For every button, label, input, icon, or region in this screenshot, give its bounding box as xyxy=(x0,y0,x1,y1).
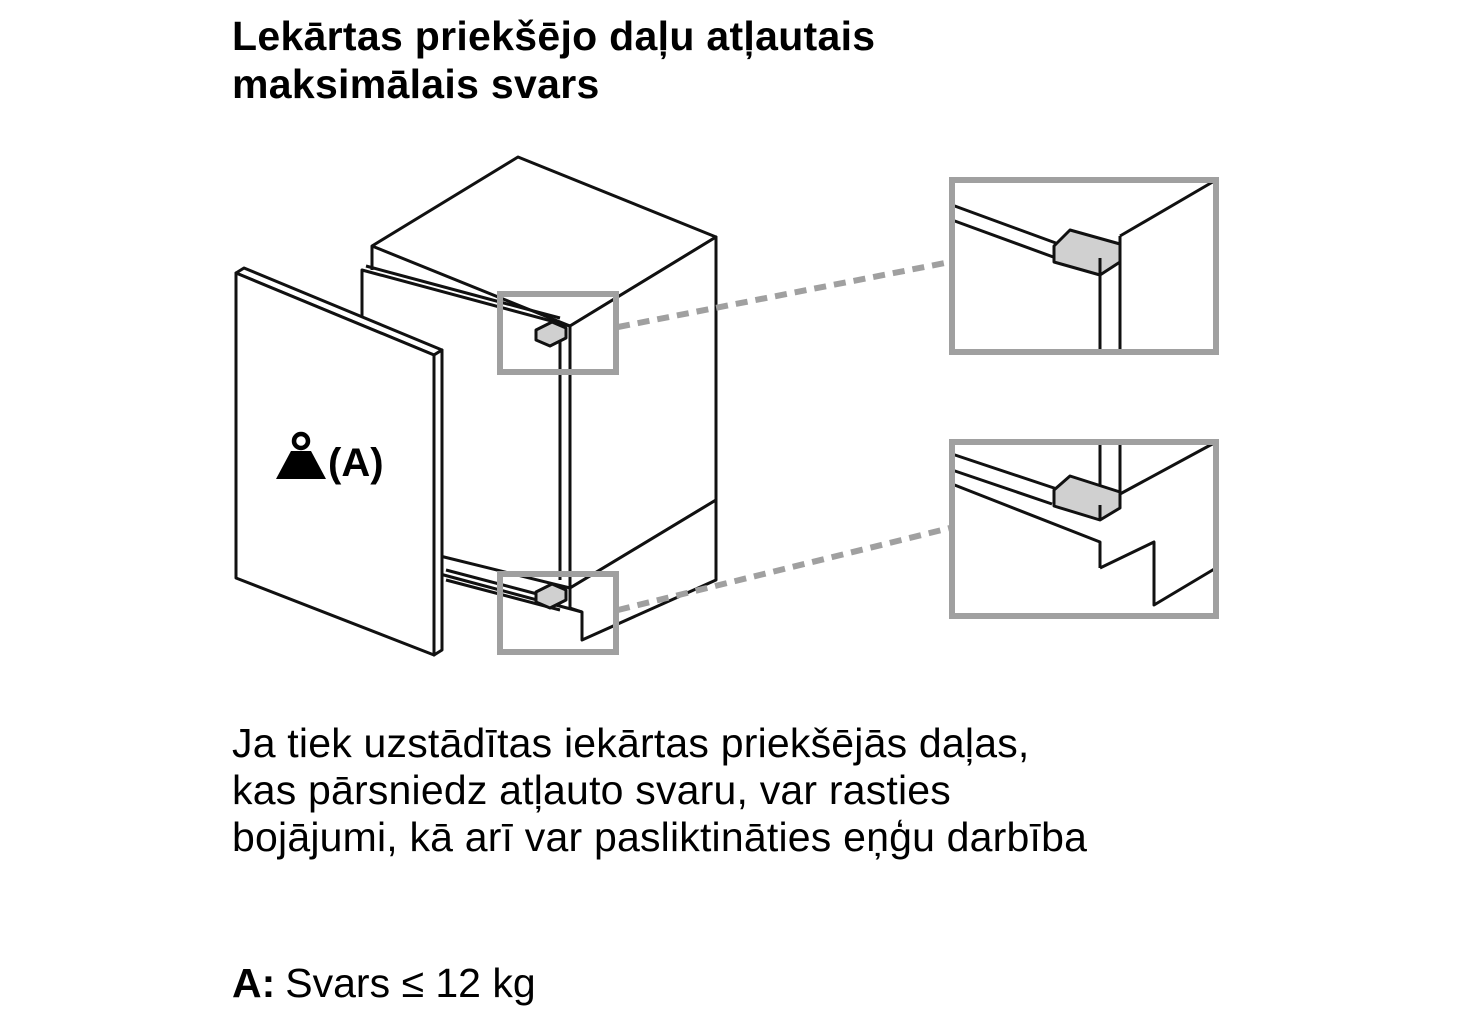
legend-key: A: xyxy=(232,960,276,1006)
detail-upper-hinge xyxy=(952,180,1216,352)
warning-line-2: kas pārsniedz atļauto svaru, var rasties xyxy=(232,767,951,813)
title-line-1: Lekārtas priekšējo daļu atļautais xyxy=(232,13,876,59)
panel-label: (A) xyxy=(328,441,384,485)
warning-line-1: Ja tiek uzstādītas iekārtas priekšējās daļas, xyxy=(232,720,1030,766)
warning-line-3: bojājumi, kā arī var pasliktināties eņģu darbība xyxy=(232,814,1088,860)
detail-lower-hinge xyxy=(952,442,1216,616)
title-line-2: maksimālais svars xyxy=(232,61,600,107)
legend-text: Svars ≤ 12 kg xyxy=(285,960,536,1006)
cabinet-lower-hinge xyxy=(536,584,566,608)
legend xyxy=(232,958,536,1008)
warning-text xyxy=(232,720,1087,861)
